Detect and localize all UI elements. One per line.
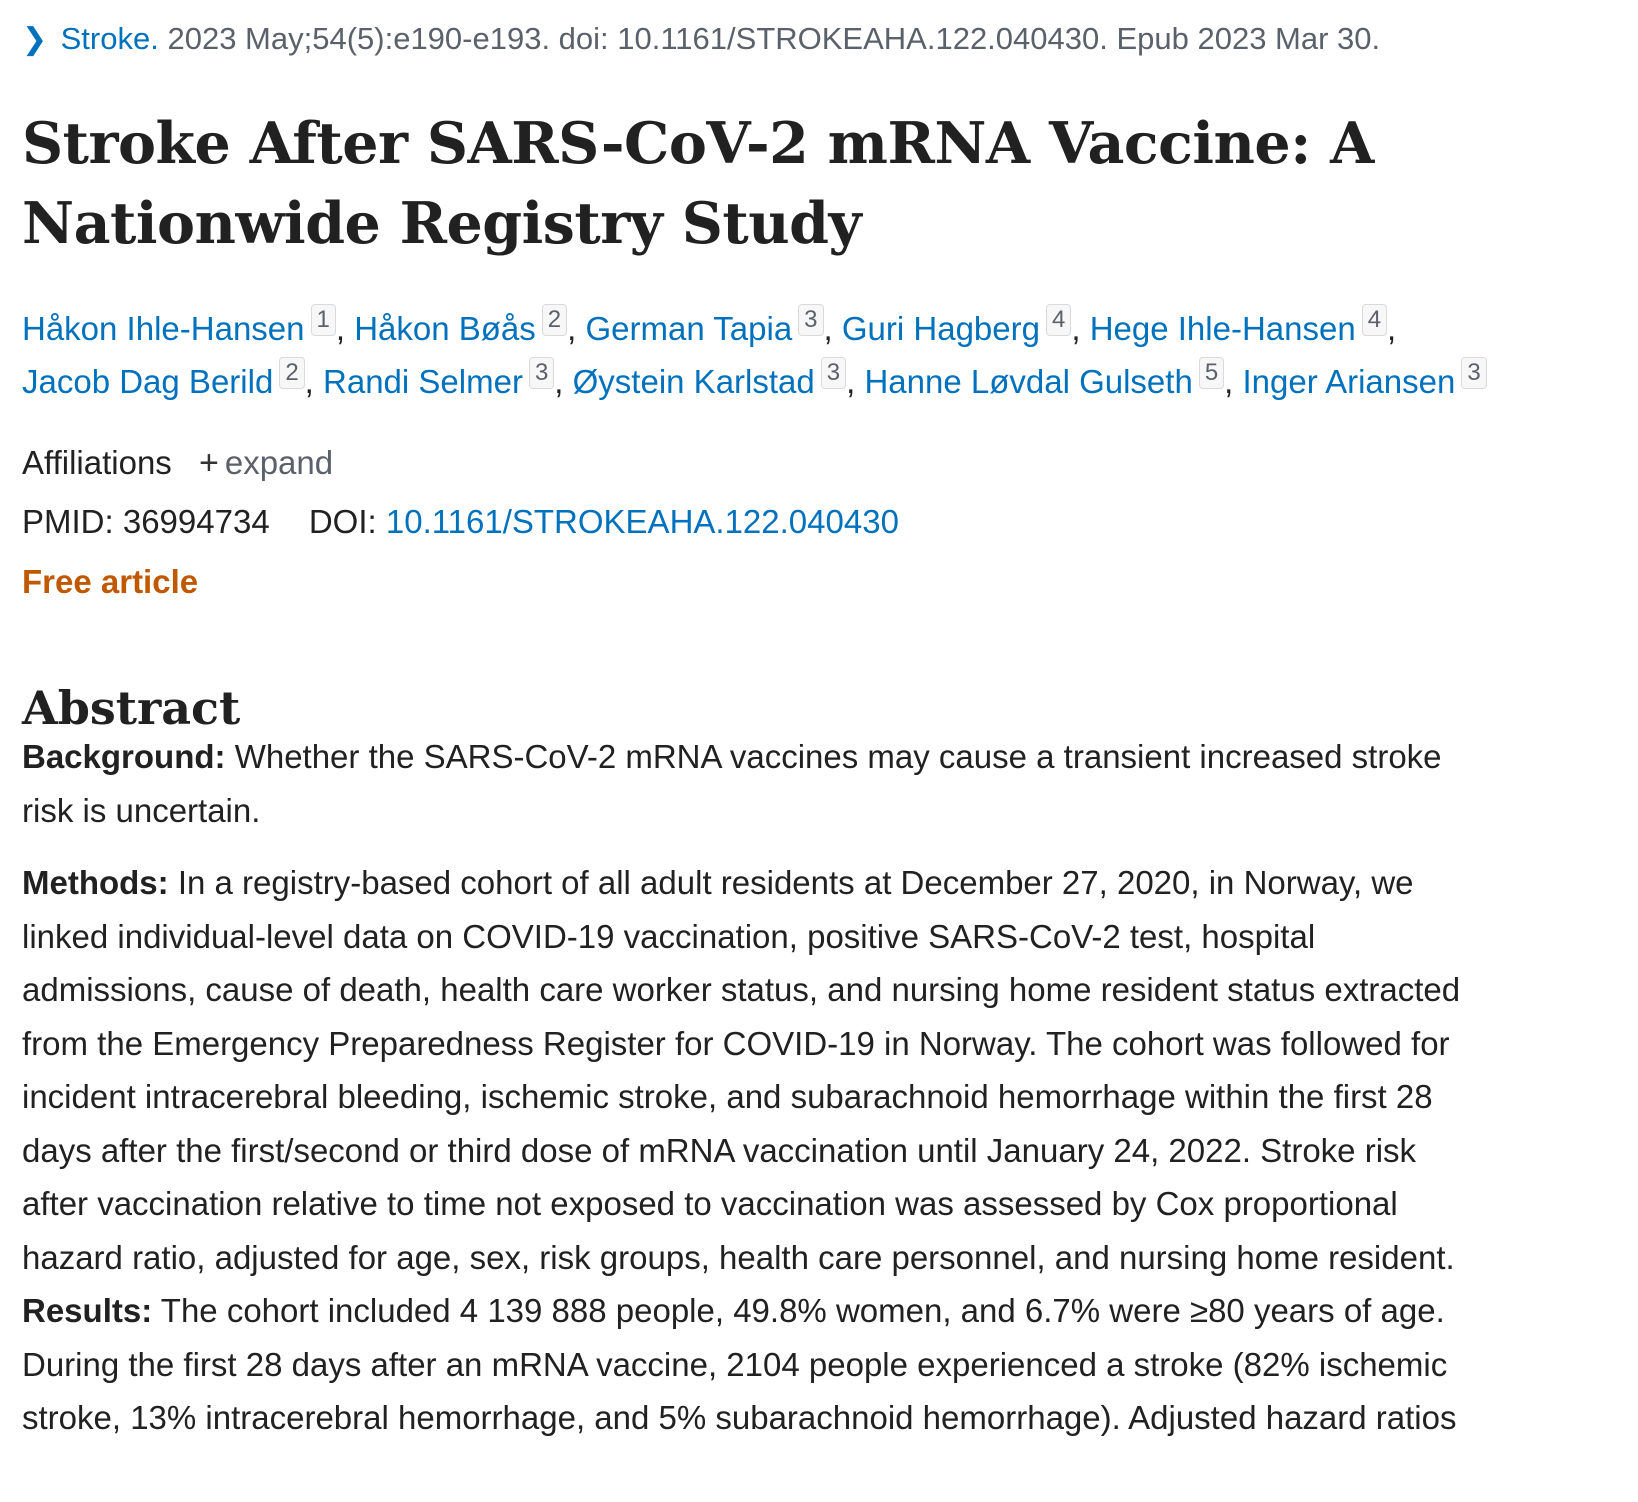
title-line: Nationwide Registry Study: [22, 190, 862, 257]
background-line: risk is uncertain.: [22, 791, 261, 829]
identifiers-row: [22, 500, 899, 544]
methods-line: hazard ratio, adjusted for age, sex, risk groups, health care personnel, and nursing home resident.: [22, 1238, 1455, 1276]
affiliations-label: Affiliations: [22, 444, 172, 481]
affiliation-ref[interactable]: 4: [1362, 304, 1387, 336]
affiliation-ref[interactable]: 4: [1046, 304, 1071, 336]
author-list: [22, 302, 1622, 408]
background-line: Background: Whether the SARS-CoV-2 mRNA vaccines may cause a transient increased stroke: [22, 738, 1442, 775]
results-line: Results: The cohort included 4 139 888 people, 49.8% women, and 6.7% were ≥80 years of age.: [22, 1292, 1445, 1329]
methods-line: from the Emergency Preparedness Register for COVID-19 in Norway. The cohort was followed for: [22, 1024, 1450, 1062]
expand-label: expand: [224, 444, 334, 481]
author-link[interactable]: Håkon Ihle-Hansen: [22, 310, 305, 347]
affiliation-ref[interactable]: 3: [1461, 357, 1486, 389]
affiliation-ref[interactable]: 3: [821, 357, 846, 389]
results-line: stroke, 13% intracerebral hemorrhage, and 5% subarachnoid hemorrhage). Adjusted hazard ratios: [22, 1399, 1457, 1436]
results-label: Results:: [22, 1292, 153, 1329]
author-link[interactable]: Guri Hagberg: [841, 310, 1040, 347]
author-link[interactable]: Hege Ihle-Hansen: [1089, 310, 1356, 347]
plus-icon: +: [198, 444, 219, 482]
methods-line: after vaccination relative to time not exposed to vaccination was assessed by Cox proportional: [22, 1185, 1398, 1222]
author-link[interactable]: Jacob Dag Berild: [22, 363, 274, 400]
article-title: [22, 104, 1522, 264]
chevron-right-icon[interactable]: ❯: [22, 23, 48, 56]
author-link[interactable]: Randi Selmer: [323, 363, 523, 400]
background-label: Background:: [22, 738, 226, 775]
author-row: Jacob Dag Berild 2 , Randi Selmer 3 , Øystein Karlstad 3 , Hanne Løvdal Gulseth 5 , Inger Ariansen 3: [22, 355, 1622, 408]
pmid-value: 36994734: [122, 503, 270, 540]
author-link[interactable]: Øystein Karlstad: [572, 363, 815, 400]
abstract-results: [22, 1284, 1622, 1445]
methods-line: Methods: In a registry-based cohort of all adult residents at December 27, 2020, in Norway, we: [22, 864, 1414, 901]
affiliations-row: [22, 441, 333, 485]
citation-line: [22, 14, 1380, 65]
affiliation-ref[interactable]: 5: [1199, 357, 1224, 389]
title-line: Stroke After SARS-CoV-2 mRNA Vaccine: A: [22, 110, 1374, 177]
author-link[interactable]: German Tapia: [585, 310, 793, 347]
abstract-methods: [22, 856, 1622, 1284]
citation-details: 2023 May;54(5):e190-e193. doi: 10.1161/STROKEAHA.122.040430. Epub 2023 Mar 30.: [167, 21, 1381, 56]
affiliation-ref[interactable]: 2: [542, 304, 567, 336]
free-article-badge[interactable]: Free article: [22, 563, 199, 600]
methods-line: days after the first/second or third dose of mRNA vaccination until January 24, 2022. Stroke risk: [22, 1131, 1417, 1169]
expand-affiliations-button[interactable]: [199, 444, 333, 481]
affiliation-ref[interactable]: 2: [279, 357, 304, 389]
doi-label: DOI:: [308, 503, 377, 540]
results-line: During the first 28 days after an mRNA vaccine, 2104 people experienced a stroke (82% ischemic: [22, 1345, 1448, 1383]
author-row: Håkon Ihle-Hansen 1 , Håkon Bøås 2 , German Tapia 3 , Guri Hagberg 4 , Hege Ihle-Hansen 4 ,: [22, 306, 1397, 347]
methods-line: admissions, cause of death, health care worker status, and nursing home resident status extracted: [22, 971, 1461, 1008]
methods-line: incident intracerebral bleeding, ischemic stroke, and subarachnoid hemorrhage within the first 28: [22, 1078, 1433, 1115]
affiliation-ref[interactable]: 3: [529, 357, 554, 389]
abstract-background: [22, 730, 1622, 837]
affiliation-ref[interactable]: 1: [311, 304, 336, 336]
pmid-label: PMID:: [22, 503, 114, 540]
methods-line: linked individual-level data on COVID-19 vaccination, positive SARS-CoV-2 test, hospital: [22, 917, 1316, 955]
journal-link[interactable]: Stroke.: [60, 21, 159, 56]
author-link[interactable]: Inger Ariansen: [1242, 363, 1456, 400]
doi-link[interactable]: 10.1161/STROKEAHA.122.040430: [385, 503, 899, 540]
methods-label: Methods:: [22, 864, 169, 901]
abstract-heading: Abstract: [22, 681, 241, 735]
affiliation-ref[interactable]: 3: [798, 304, 823, 336]
author-link[interactable]: Håkon Bøås: [354, 310, 536, 347]
author-link[interactable]: Hanne Løvdal Gulseth: [864, 363, 1193, 400]
